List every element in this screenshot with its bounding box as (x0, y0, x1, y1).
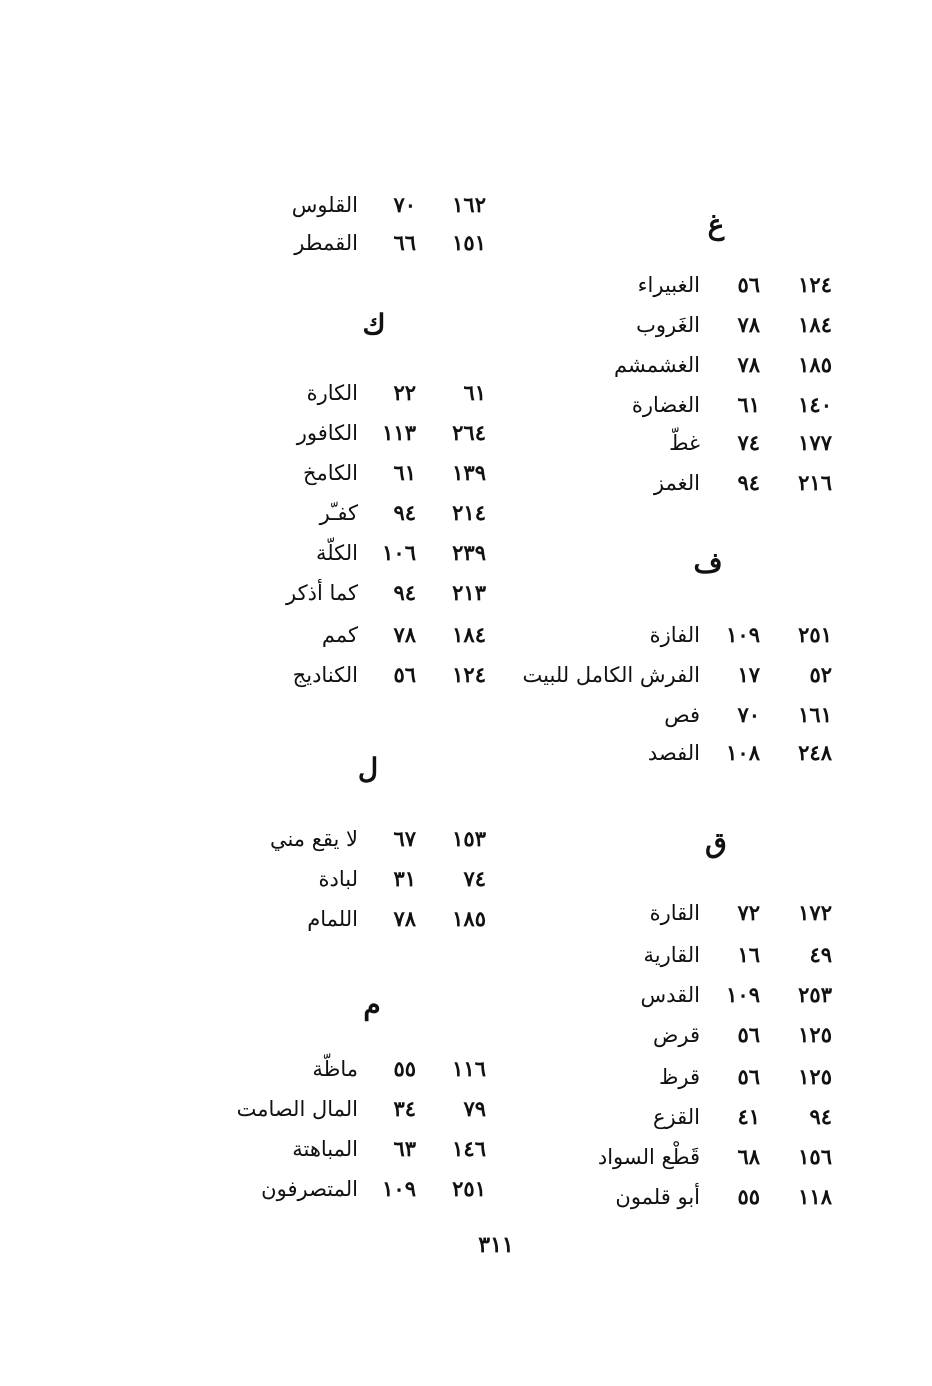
entry-ref: ١٠٩ (382, 1176, 416, 1201)
entry-ref: ١٧ (737, 662, 760, 687)
entry-word: الكافور (296, 421, 358, 445)
entry-page: ٢١٦ (798, 470, 832, 495)
entry-word: لبادة (318, 867, 358, 891)
entry-page: ١٣٩ (452, 460, 486, 485)
entry-page: ٥٢ (809, 662, 832, 687)
entry-page: ١٥١ (452, 230, 486, 255)
entry-word: الكارة (306, 381, 358, 405)
index-entry (0, 190, 932, 224)
index-entry (0, 458, 932, 492)
entry-word: القمطر (294, 231, 358, 255)
entry-ref: ٦٣ (393, 1136, 416, 1161)
entry-word: الغشمشم (614, 353, 700, 377)
entry-page: ١٦٢ (452, 192, 486, 217)
entry-ref: ١١٣ (382, 420, 416, 445)
entry-page: ١٧٧ (798, 430, 832, 455)
entry-page: ٢٤٨ (798, 740, 832, 765)
entry-ref: ٦٨ (737, 1144, 760, 1169)
entry-word: الغبيراء (637, 273, 700, 297)
entry-word: المباهتة (292, 1137, 358, 1161)
entry-page: ١٨٤ (452, 622, 486, 647)
index-entry (0, 824, 932, 858)
entry-page: ١٤٠ (798, 392, 832, 417)
index-entry (0, 1020, 932, 1054)
index-entry (0, 700, 932, 734)
index-entry (0, 498, 932, 532)
entry-page: ٢١٤ (452, 500, 486, 525)
entry-page: ٩٤ (809, 1104, 832, 1129)
entry-page: ٧٩ (463, 1096, 486, 1121)
entry-ref: ٧٨ (393, 622, 416, 647)
entry-page: ٢٣٩ (452, 540, 486, 565)
entry-page: ٢٦٤ (452, 420, 486, 445)
entry-ref: ٥٥ (393, 1056, 416, 1081)
entry-ref: ٣١ (393, 866, 416, 891)
entry-ref: ٦١ (737, 392, 760, 417)
entry-ref: ١٠٩ (726, 982, 760, 1007)
entry-page: ١٢٥ (798, 1064, 832, 1089)
entry-word: القزع (653, 1105, 700, 1129)
entry-ref: ١٠٩ (726, 622, 760, 647)
entry-page: ١٢٤ (452, 662, 486, 687)
index-entry (0, 980, 932, 1014)
entry-ref: ٧٤ (737, 430, 760, 455)
section-letter-lam: ل (357, 752, 379, 785)
entry-ref: ٥٦ (737, 1022, 760, 1047)
index-entry (0, 310, 932, 344)
entry-page: ١١٨ (798, 1184, 832, 1209)
entry-ref: ٥٦ (737, 272, 760, 297)
entry-word: الغمز (653, 471, 700, 495)
entry-word: المال الصامت (236, 1097, 358, 1121)
entry-word: اللمام (307, 907, 358, 931)
entry-page: ٦١ (463, 380, 486, 405)
entry-word: المتصرفون (261, 1177, 358, 1201)
entry-page: ١٢٤ (798, 272, 832, 297)
index-entry (0, 660, 932, 694)
index-entry (0, 1054, 932, 1088)
entry-word: الفرش الكامل للبيت (522, 663, 700, 687)
entry-page: ١٧٢ (798, 900, 832, 925)
entry-word: لا يقع مني (269, 827, 358, 851)
entry-word: القلوس (291, 193, 358, 217)
entry-page: ٧٤ (463, 866, 486, 891)
entry-word: الكناديج (292, 663, 358, 687)
index-entry (0, 538, 932, 572)
entry-ref: ٥٥ (737, 1184, 760, 1209)
entry-page: ١٢٥ (798, 1022, 832, 1047)
entry-page: ١٥٣ (452, 826, 486, 851)
entry-page: ٢٥١ (798, 622, 832, 647)
entry-page: ٢٥٣ (798, 982, 832, 1007)
entry-ref: ٢٢ (393, 380, 416, 405)
index-entry (0, 1174, 932, 1208)
index-entry (0, 864, 932, 898)
entry-page: ١٨٥ (798, 352, 832, 377)
entry-word: كمم (321, 623, 358, 647)
entry-ref: ٣٤ (393, 1096, 416, 1121)
entry-ref: ٧٠ (737, 702, 760, 727)
entry-word: القارية (643, 943, 700, 967)
entry-word: الكامخ (302, 461, 358, 485)
entry-ref: ٩٤ (393, 580, 416, 605)
entry-ref: ٦٧ (393, 826, 416, 851)
entry-page: ٢٥١ (452, 1176, 486, 1201)
entry-page: ١٥٦ (798, 1144, 832, 1169)
index-entry (0, 270, 932, 304)
entry-word: أبو قلمون (615, 1185, 700, 1209)
entry-ref: ٤١ (737, 1104, 760, 1129)
entry-ref: ٩٤ (737, 470, 760, 495)
section-letter-qaf: ق (705, 826, 727, 859)
entry-word: القدس (640, 983, 700, 1007)
index-entry (0, 1094, 932, 1128)
entry-word: الفصد (647, 741, 700, 765)
entry-word: كفـّر (319, 501, 358, 525)
entry-word: غطّ (669, 431, 700, 455)
entry-ref: ١٠٦ (382, 540, 416, 565)
entry-ref: ٩٤ (393, 500, 416, 525)
entry-word: الكلّة (315, 541, 358, 565)
entry-ref: ١٦ (737, 942, 760, 967)
entry-word: الغضارة (631, 393, 700, 417)
index-entry (0, 738, 932, 772)
entry-page: ١١٦ (452, 1056, 486, 1081)
entry-word: كما أذكر (286, 581, 358, 605)
entry-word: فص (664, 703, 700, 727)
entry-page: ٤٩ (809, 942, 832, 967)
entry-ref: ٧٢ (737, 900, 760, 925)
entry-ref: ٧٠ (393, 192, 416, 217)
index-entry (0, 940, 932, 974)
index-entry (0, 578, 932, 612)
entry-page: ١٦١ (798, 702, 832, 727)
index-entry (0, 904, 932, 938)
entry-word: القارة (649, 901, 700, 925)
entry-ref: ٧٨ (737, 352, 760, 377)
index-entry (0, 1134, 932, 1168)
entry-page: ٢١٣ (452, 580, 486, 605)
entry-word: قرظ (658, 1065, 700, 1089)
entry-ref: ٧٨ (737, 312, 760, 337)
entry-page: ١٤٦ (452, 1136, 486, 1161)
entry-word: قَطْع السواد (597, 1145, 700, 1169)
entry-ref: ٧٨ (393, 906, 416, 931)
index-entry (0, 228, 932, 262)
entry-word: قرض (652, 1023, 700, 1047)
index-entry (0, 418, 932, 452)
entry-ref: ٥٦ (737, 1064, 760, 1089)
section-letter-ghain: غ (707, 208, 725, 241)
entry-ref: ٥٦ (393, 662, 416, 687)
entry-word: الفازة (649, 623, 700, 647)
index-entry (0, 620, 932, 654)
section-letter-kaf: ك (362, 308, 386, 341)
entry-ref: ٦١ (393, 460, 416, 485)
index-entry (0, 378, 932, 412)
entry-word: ماظّة (312, 1057, 358, 1081)
entry-page: ١٨٤ (798, 312, 832, 337)
entry-page: ١٨٥ (452, 906, 486, 931)
entry-ref: ٦٦ (393, 230, 416, 255)
page-number: ٣١١ (478, 1232, 514, 1258)
entry-ref: ١٠٨ (726, 740, 760, 765)
section-letter-mim: م (363, 988, 381, 1021)
entry-word: الغَروب (636, 313, 700, 337)
section-letter-fa: ف (693, 546, 723, 579)
